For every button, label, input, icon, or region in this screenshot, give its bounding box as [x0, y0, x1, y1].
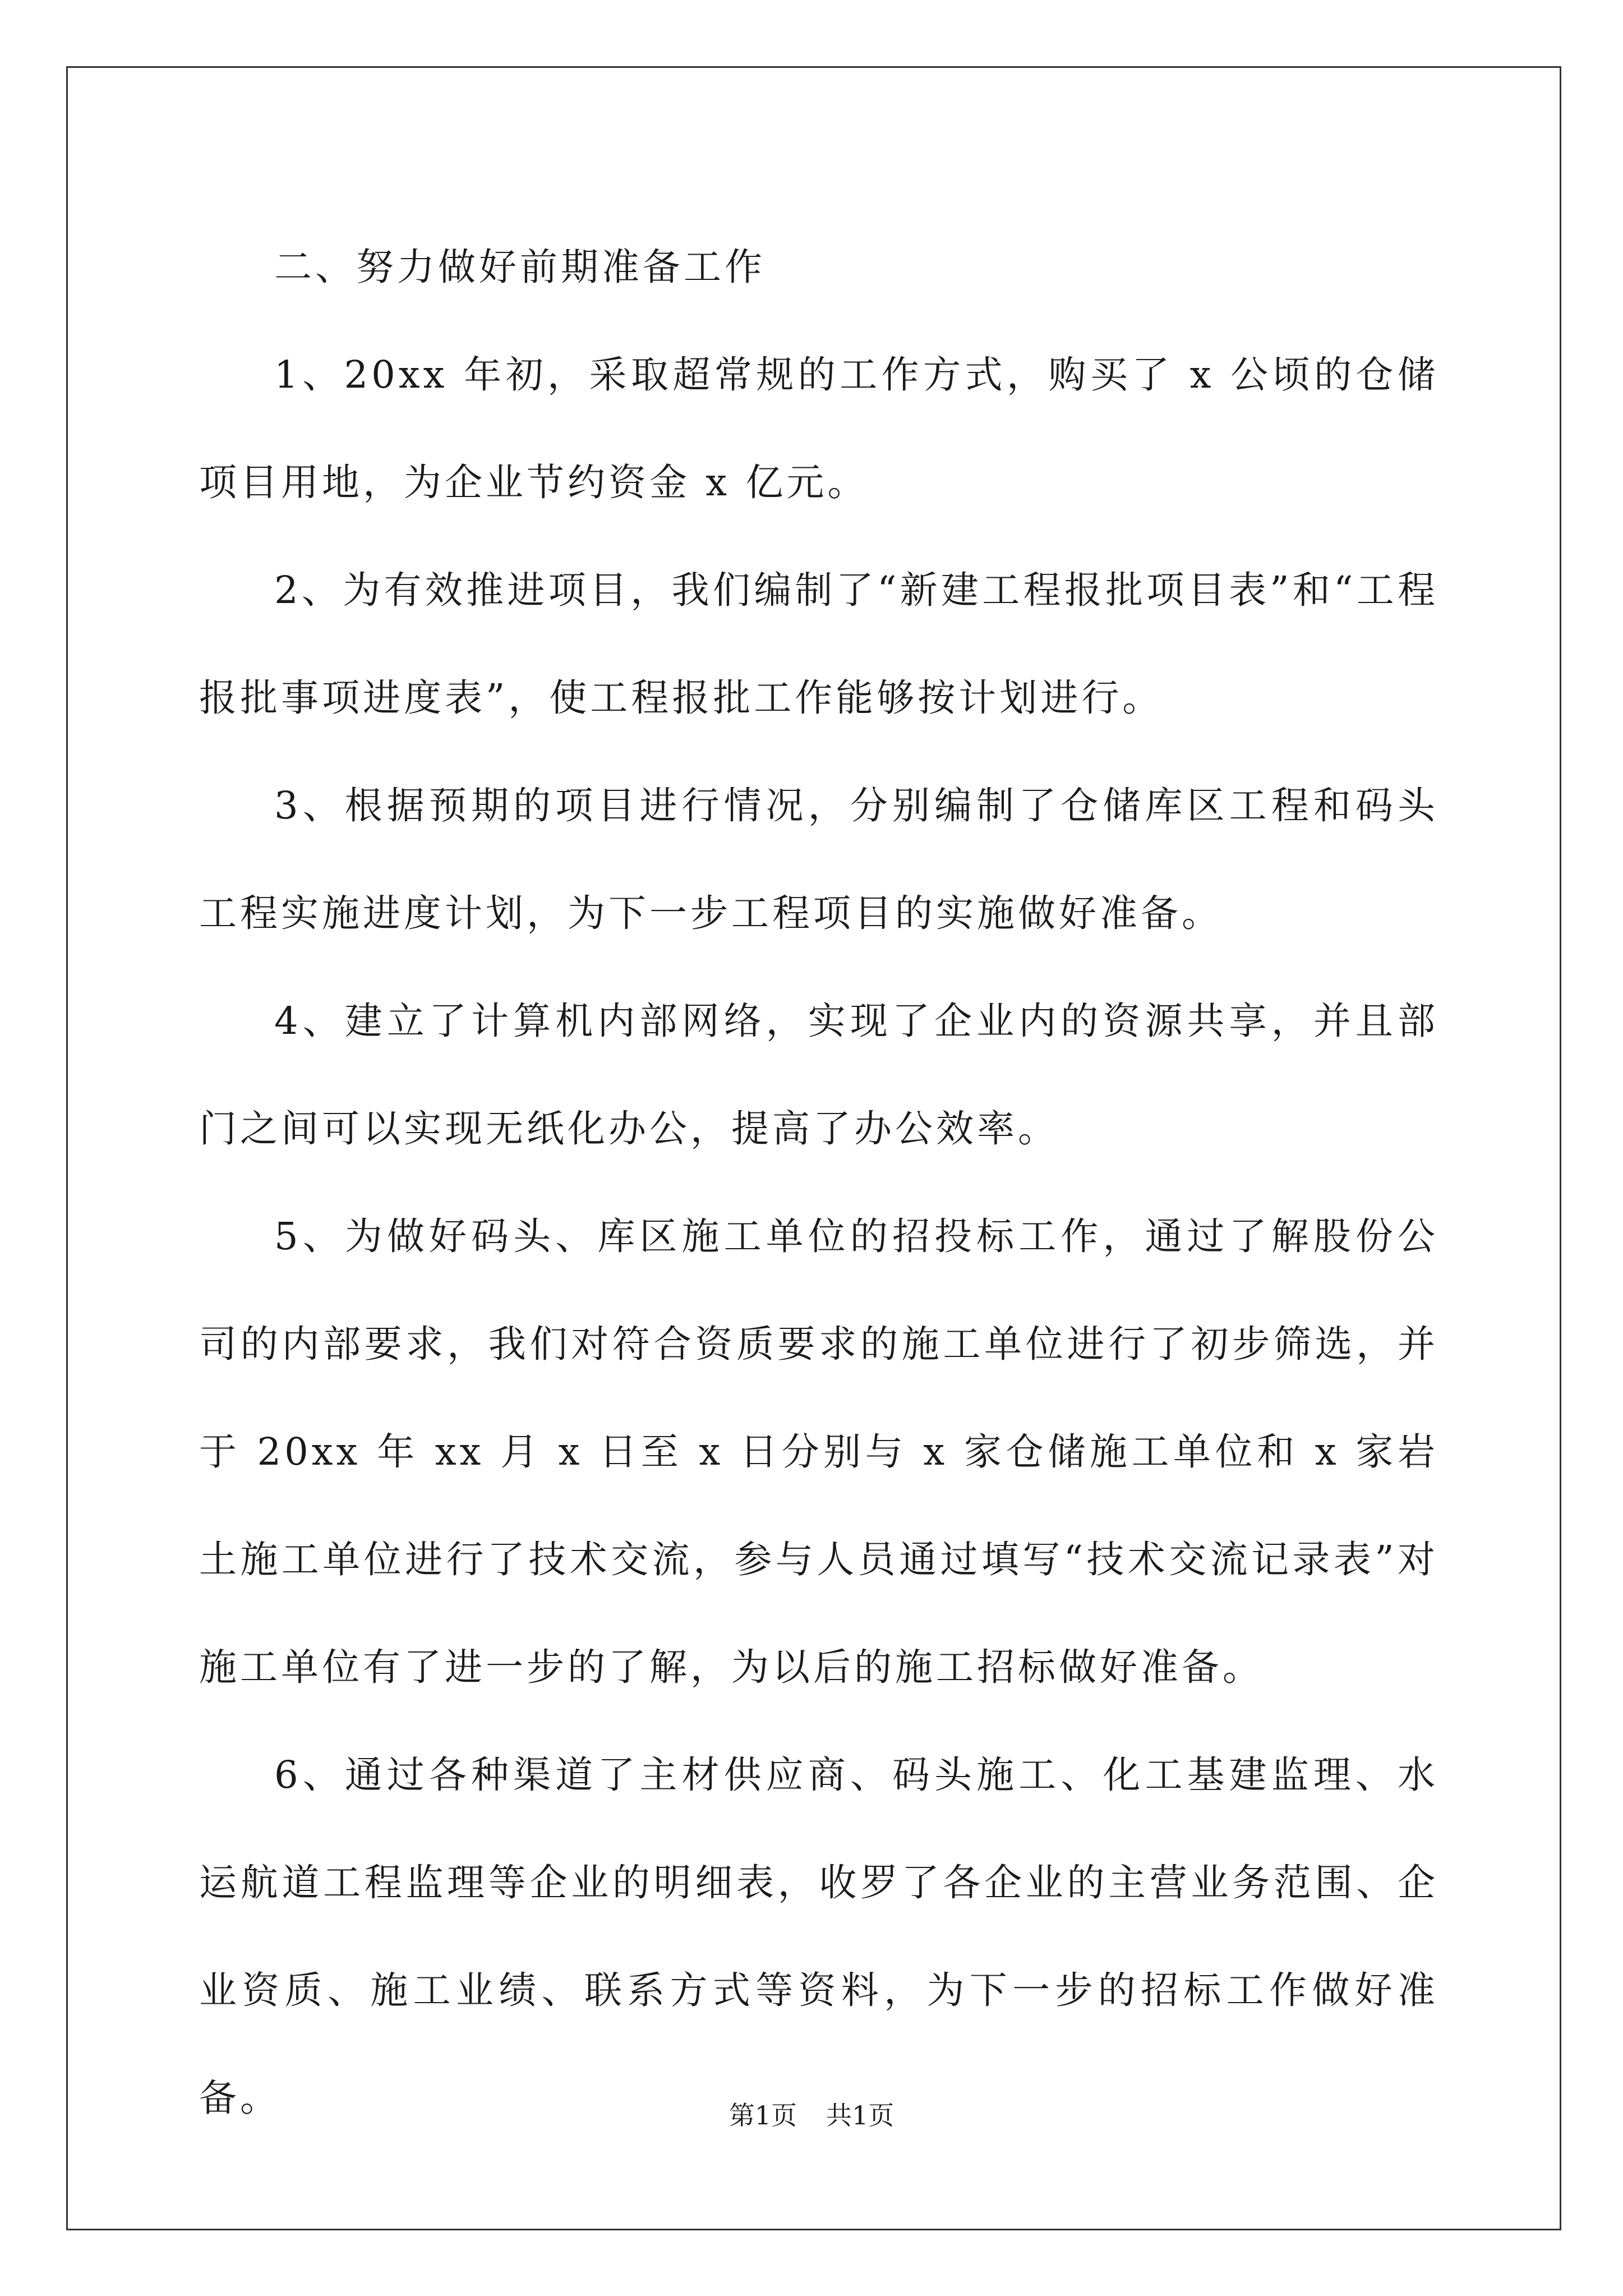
paragraph-item-3: 3、根据预期的项目进行情况，分别编制了仓储库区工程和码头工程实施进度计划，为下一步工程项目的实施做好准备。 [199, 784, 1438, 935]
paragraph-item-5: 5、为做好码头、库区施工单位的招投标工作，通过了解股份公司的内部要求，我们对符合资质要求的施工单位进行了初步筛选，并于 20xx 年 xx 月 x 日至 x 日分别与 x 家仓储施工单位和 x 家岩土施工单位进行了技术交流，参与人员通过填写“技术交流记录表”对施工单位有了进一步的了解，为以后的施工招标做好准备。 [199, 1214, 1438, 1689]
page-total: 共1页 [826, 2100, 895, 2131]
section-heading: 二、努力做好前期准备工作 [274, 245, 766, 289]
document-body [199, 213, 1438, 2152]
paragraph-item-4: 4、建立了计算机内部网络，实现了企业内的资源共享，并且部门之间可以实现无纸化办公，提高了办公效率。 [199, 999, 1438, 1151]
paragraph-item-2: 2、为有效推进项目，我们编制了“新建工程报批项目表”和“工程报批事项进度表”，使工程报批工作能够按计划进行。 [199, 568, 1438, 720]
page-footer [0, 2095, 1623, 2132]
paragraph-item-6: 6、通过各种渠道了主材供应商、码头施工、化工基建监理、水运航道工程监理等企业的明细表，收罗了各企业的主营业务范围、企业资质、施工业绩、联系方式等资料，为下一步的招标工作做好准备。 [199, 1753, 1438, 2120]
paragraph-item-1: 1、20xx 年初，采取超常规的工作方式，购买了 x 公顷的仓储项目用地，为企业节约资金 x 亿元。 [199, 353, 1438, 504]
page-number: 第1页 [728, 2100, 797, 2131]
